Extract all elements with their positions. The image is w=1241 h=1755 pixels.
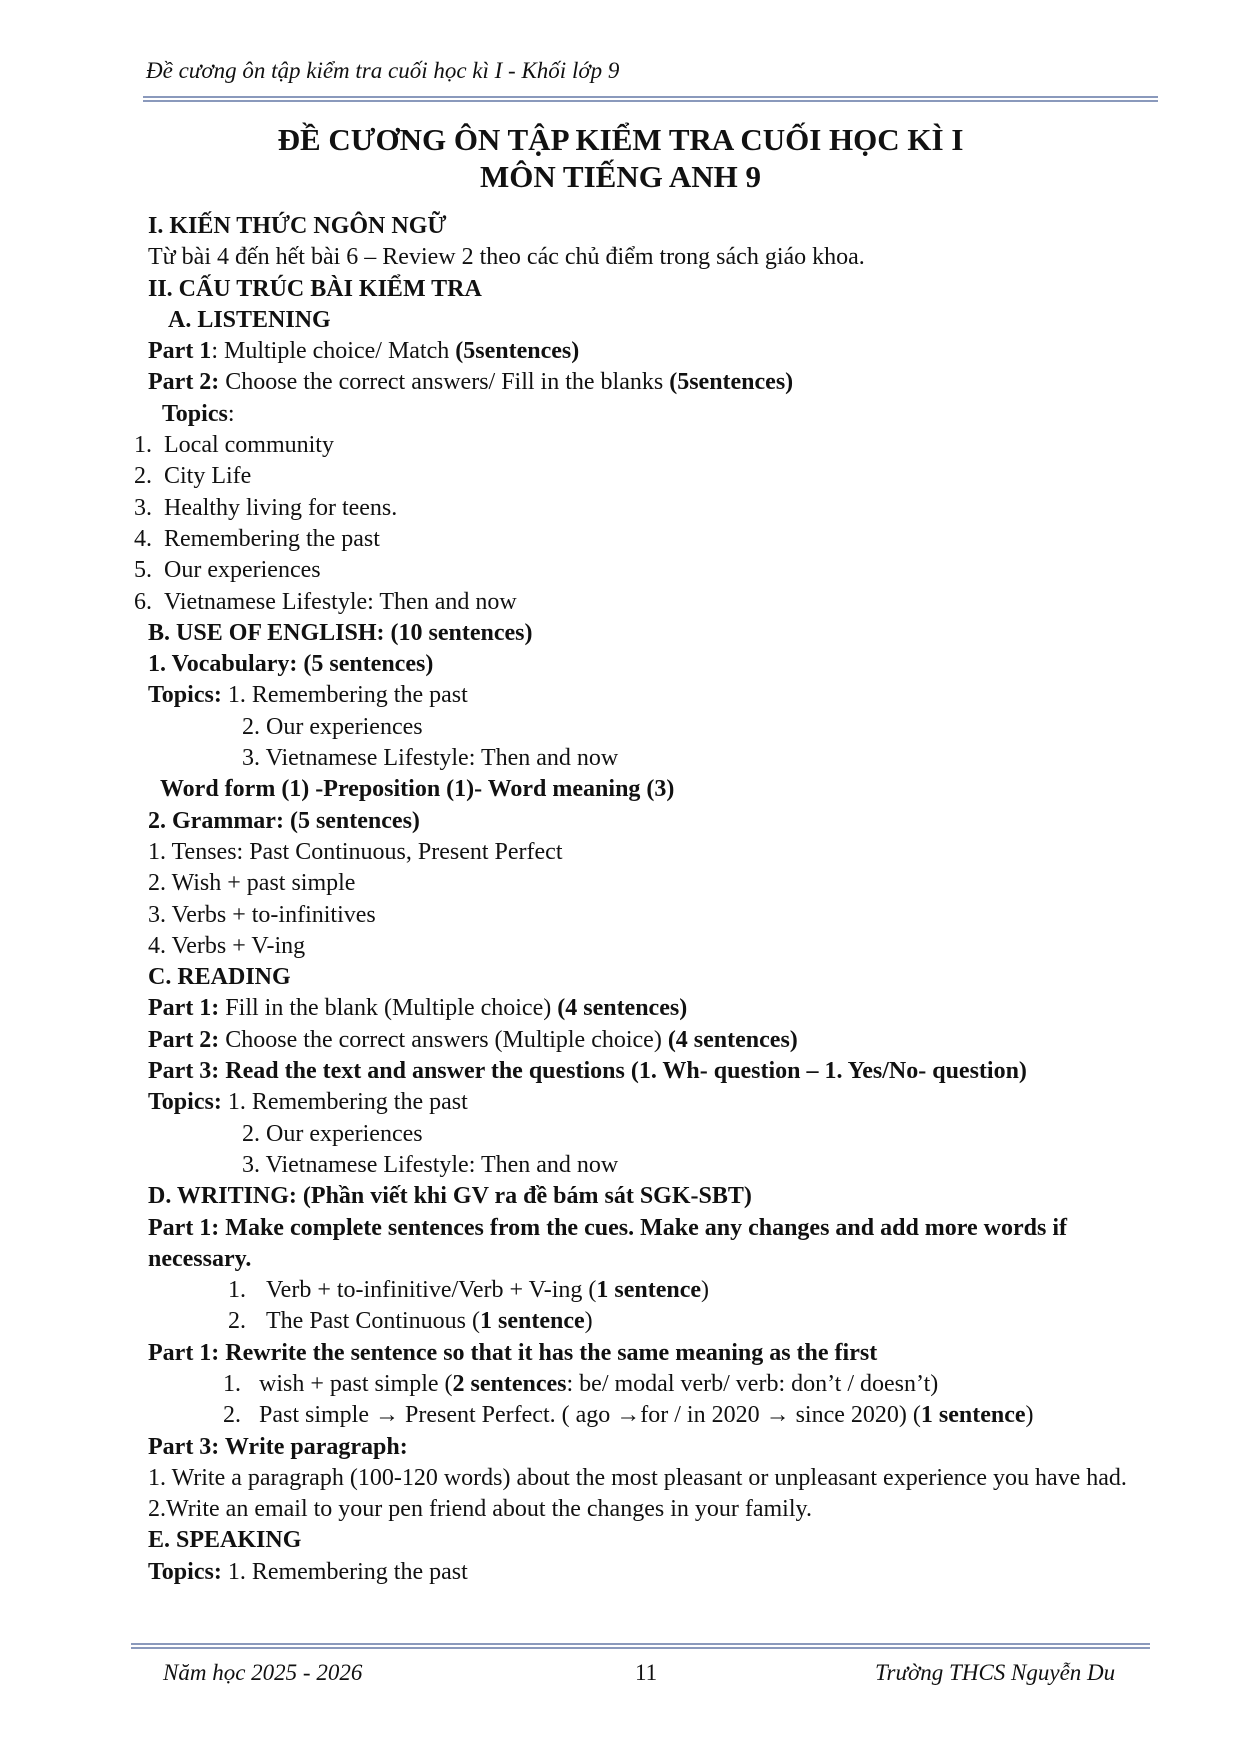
reading-heading: C. READING [148,964,291,991]
footer-divider [131,1643,1150,1649]
writing-part1b: Part 1: Rewrite the sentence so that it has the same meaning as the first [148,1339,878,1366]
list-item: 2. Wish + past simple [148,870,356,897]
writing-part1a: Part 1: Make complete sentences from the cues. Make any changes and add more words if necessary. [148,1214,1067,1272]
list-item: 3. Vietnamese Lifestyle: Then and now [242,745,619,772]
listening-part1: Part 1: Multiple choice/ Match (5sentences) [148,338,580,365]
reading-part3: Part 3: Read the text and answer the questions (1. Wh- question – 1. Yes/No- question) [148,1058,1027,1085]
page-number: 11 [635,1660,658,1685]
footer-school-year: Năm học 2025 - 2026 [163,1660,363,1685]
writing-heading: D. WRITING: (Phần viết khi GV ra đề bám sát SGK-SBT) [148,1183,752,1210]
vocabulary-topics: Topics: 1. Remembering the past [148,682,468,709]
use-of-english-heading: B. USE OF ENGLISH: (10 sentences) [148,619,533,646]
list-item: 4. Remembering the past [134,525,380,552]
word-form-line: Word form (1) -Preposition (1)- Word meaning (3) [160,776,675,803]
list-item: 2. Our experiences [242,1120,423,1147]
writing-part3: Part 3: Write paragraph: [148,1433,408,1460]
listening-part2: Part 2: Choose the correct answers/ Fill in the blanks (5sentences) [148,369,794,396]
list-item: 4. Verbs + V-ing [148,932,306,959]
speaking-heading: E. SPEAKING [148,1527,302,1554]
list-item: 2. The Past Continuous (1 sentence) [228,1308,593,1335]
list-item: 1. Verb + to-infinitive/Verb + V-ing (1 sentence) [228,1277,710,1304]
list-item: 3. Healthy living for teens. [134,494,398,521]
page-header: Đề cương ôn tập kiểm tra cuối học kì I - Khối lớp 9 [146,58,620,83]
document-body [134,211,1158,1588]
reading-part1: Part 1: Fill in the blank (Multiple choice) (4 sentences) [148,995,688,1022]
section-heading: II. CẤU TRÚC BÀI KIỂM TRA [148,275,482,302]
grammar-heading: 2. Grammar: (5 sentences) [148,807,420,834]
list-item: 1. Local community [134,432,334,459]
section-text: Từ bài 4 đến hết bài 6 – Review 2 theo các chủ điểm trong sách giáo khoa. [148,244,865,271]
header-divider [143,96,1158,102]
reading-topics: Topics: 1. Remembering the past [148,1089,468,1116]
vocabulary-heading: 1. Vocabulary: (5 sentences) [148,651,434,678]
list-item: 2. Our experiences [242,713,423,740]
list-item: 2.Write an email to your pen friend about the changes in your family. [148,1496,812,1523]
list-item: 5. Our experiences [134,557,321,584]
list-item: 1. Write a paragraph (100-120 words) about the most pleasant or unpleasant experience you have had. [148,1464,1127,1491]
list-item: 6. Vietnamese Lifestyle: Then and now [134,588,517,615]
listening-heading: A. LISTENING [168,306,331,333]
listening-topics-label: Topics: [162,400,235,427]
reading-part2: Part 2: Choose the correct answers (Multiple choice) (4 sentences) [148,1026,798,1053]
speaking-topics: Topics: 1. Remembering the past [148,1558,468,1585]
list-item: 1. wish + past simple (2 sentences: be/ modal verb/ verb: don’t / doesn’t) [223,1370,939,1397]
list-item: 1. Tenses: Past Continuous, Present Perfect [148,838,563,865]
list-item: 2. City Life [134,463,252,490]
list-item: 3. Vietnamese Lifestyle: Then and now [242,1151,619,1178]
document-subtitle: MÔN TIẾNG ANH 9 [479,159,762,194]
footer-school-name: Trường THCS Nguyễn Du [875,1660,1116,1685]
document-title: ĐỀ CƯƠNG ÔN TẬP KIỂM TRA CUỐI HỌC KÌ I [277,122,964,157]
section-heading: I. KIẾN THỨC NGÔN NGỮ [148,213,447,239]
list-item: 3. Verbs + to-infinitives [148,901,376,928]
list-item: 2. Past simple → Present Perfect. ( ago →for / in 2020 → since 2020) (1 sentence) [223,1402,1034,1429]
